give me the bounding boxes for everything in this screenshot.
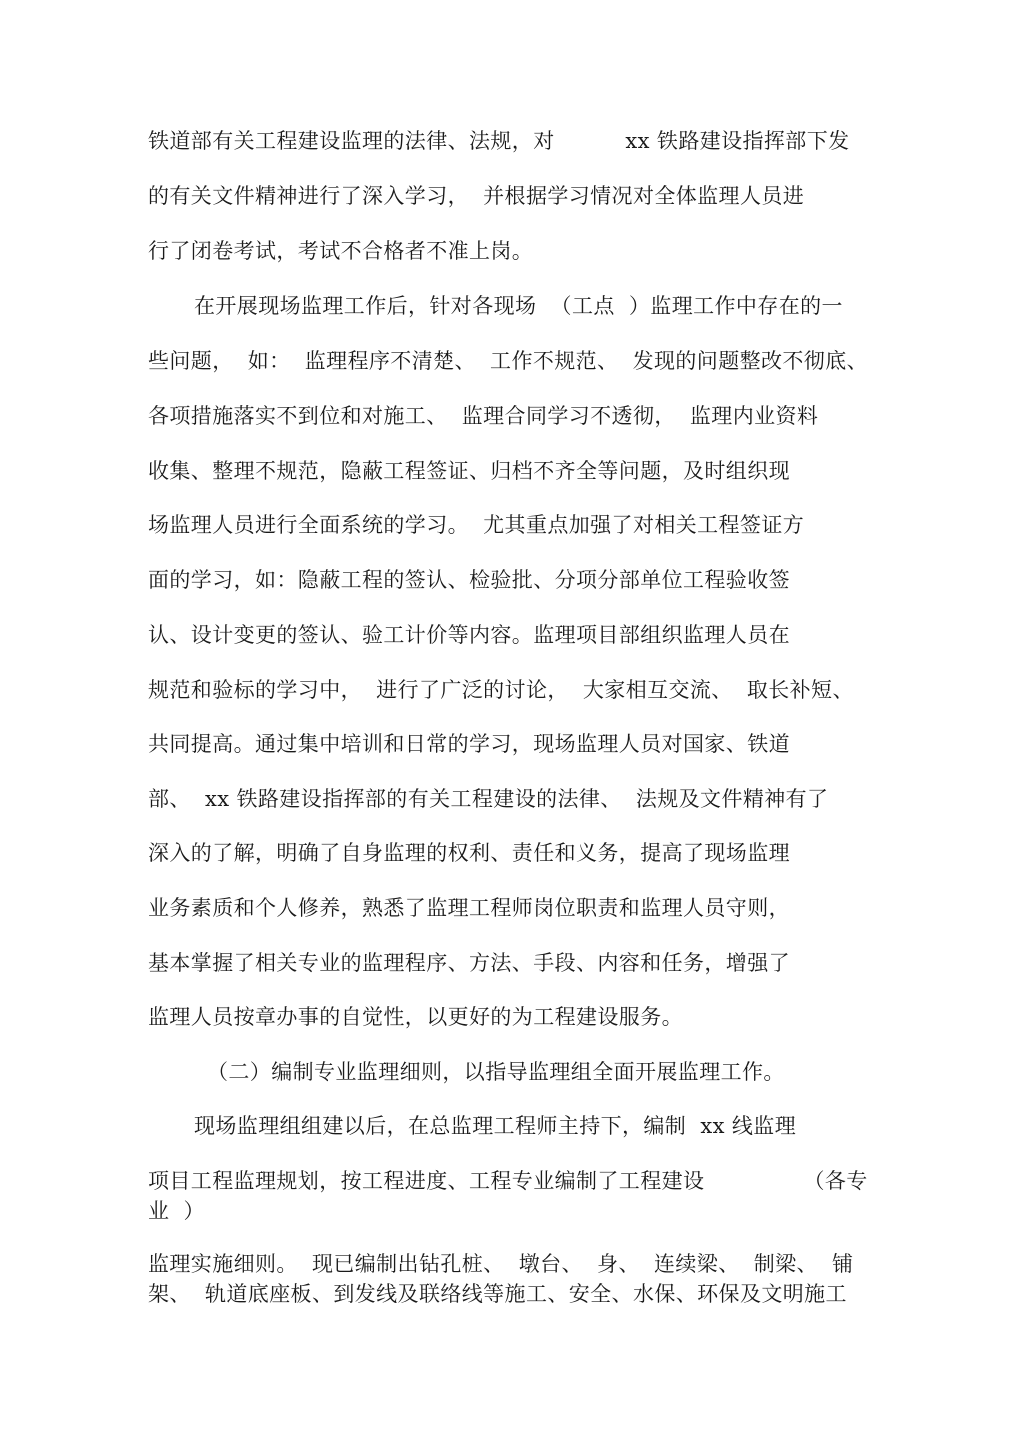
text-line: 场监理人员进行全面系统的学习。 尤其重点加强了对相关工程签证方: [148, 513, 805, 537]
text-line: 共同提高。通过集中培训和日常的学习，现场监理人员对国家、铁道: [148, 732, 790, 756]
text-line: 架、 轨道底座板、到发线及联络线等施工、安全、水保、环保及文明施工: [148, 1282, 847, 1306]
text-line: 各项措施落实不到位和对施工、 监理合同学习不透彻， 监理内业资料: [148, 404, 819, 428]
text-line: 面的学习，如：隐蔽工程的签认、检验批、分项分部单位工程验收签: [148, 568, 790, 592]
paragraph-start-line: 现场监理组组建以后，在总监理工程师主持下，编制 xx 线监理: [194, 1114, 797, 1138]
text-line: 认、设计变更的签认、验工计价等内容。监理项目部组织监理人员在: [148, 623, 790, 647]
text-line: 收集、整理不规范，隐蔽工程签证、归档不齐全等问题，及时组织现: [148, 459, 790, 483]
text-line: 基本掌握了相关专业的监理程序、方法、手段、内容和任务，增强了: [148, 951, 790, 975]
text-line: 监理人员按章办事的自觉性，以更好的为工程建设服务。: [148, 1005, 683, 1029]
text-line: 部、 xx 铁路建设指挥部的有关工程建设的法律、 法规及文件精神有了: [148, 787, 829, 811]
paragraph-start-line: 在开展现场监理工作后，针对各现场 （工点 ）监理工作中存在的一: [194, 294, 843, 318]
text-line: 铁道部有关工程建设监理的法律、法规，对 xx 铁路建设指挥部下发: [148, 129, 850, 153]
text-line: 监理实施细则。 现已编制出钻孔桩、 墩台、 身、 连续梁、 制梁、 铺: [148, 1252, 854, 1276]
text-line: 些问题， 如： 监理程序不清楚、 工作不规范、 发现的问题整改不彻底、: [148, 349, 868, 373]
section-heading: （二）编制专业监理细则，以指导监理组全面开展监理工作。: [207, 1060, 785, 1084]
text-line: 深入的了解，明确了自身监理的权利、责任和义务，提高了现场监理: [148, 841, 790, 865]
text-line: 的有关文件精神进行了深入学习， 并根据学习情况对全体监理人员进: [148, 184, 805, 208]
text-line: 规范和验标的学习中， 进行了广泛的讨论， 大家相互交流、 取长补短、: [148, 678, 854, 702]
text-line: 业 ）: [148, 1199, 205, 1223]
text-line: 行了闭卷考试，考试不合格者不准上岗。: [148, 239, 534, 263]
text-line: 业务素质和个人修养，熟悉了监理工程师岗位职责和监理人员守则，: [148, 896, 790, 920]
text-line: 项目工程监理规划，按工程进度、工程专业编制了工程建设 （各专: [148, 1169, 868, 1193]
